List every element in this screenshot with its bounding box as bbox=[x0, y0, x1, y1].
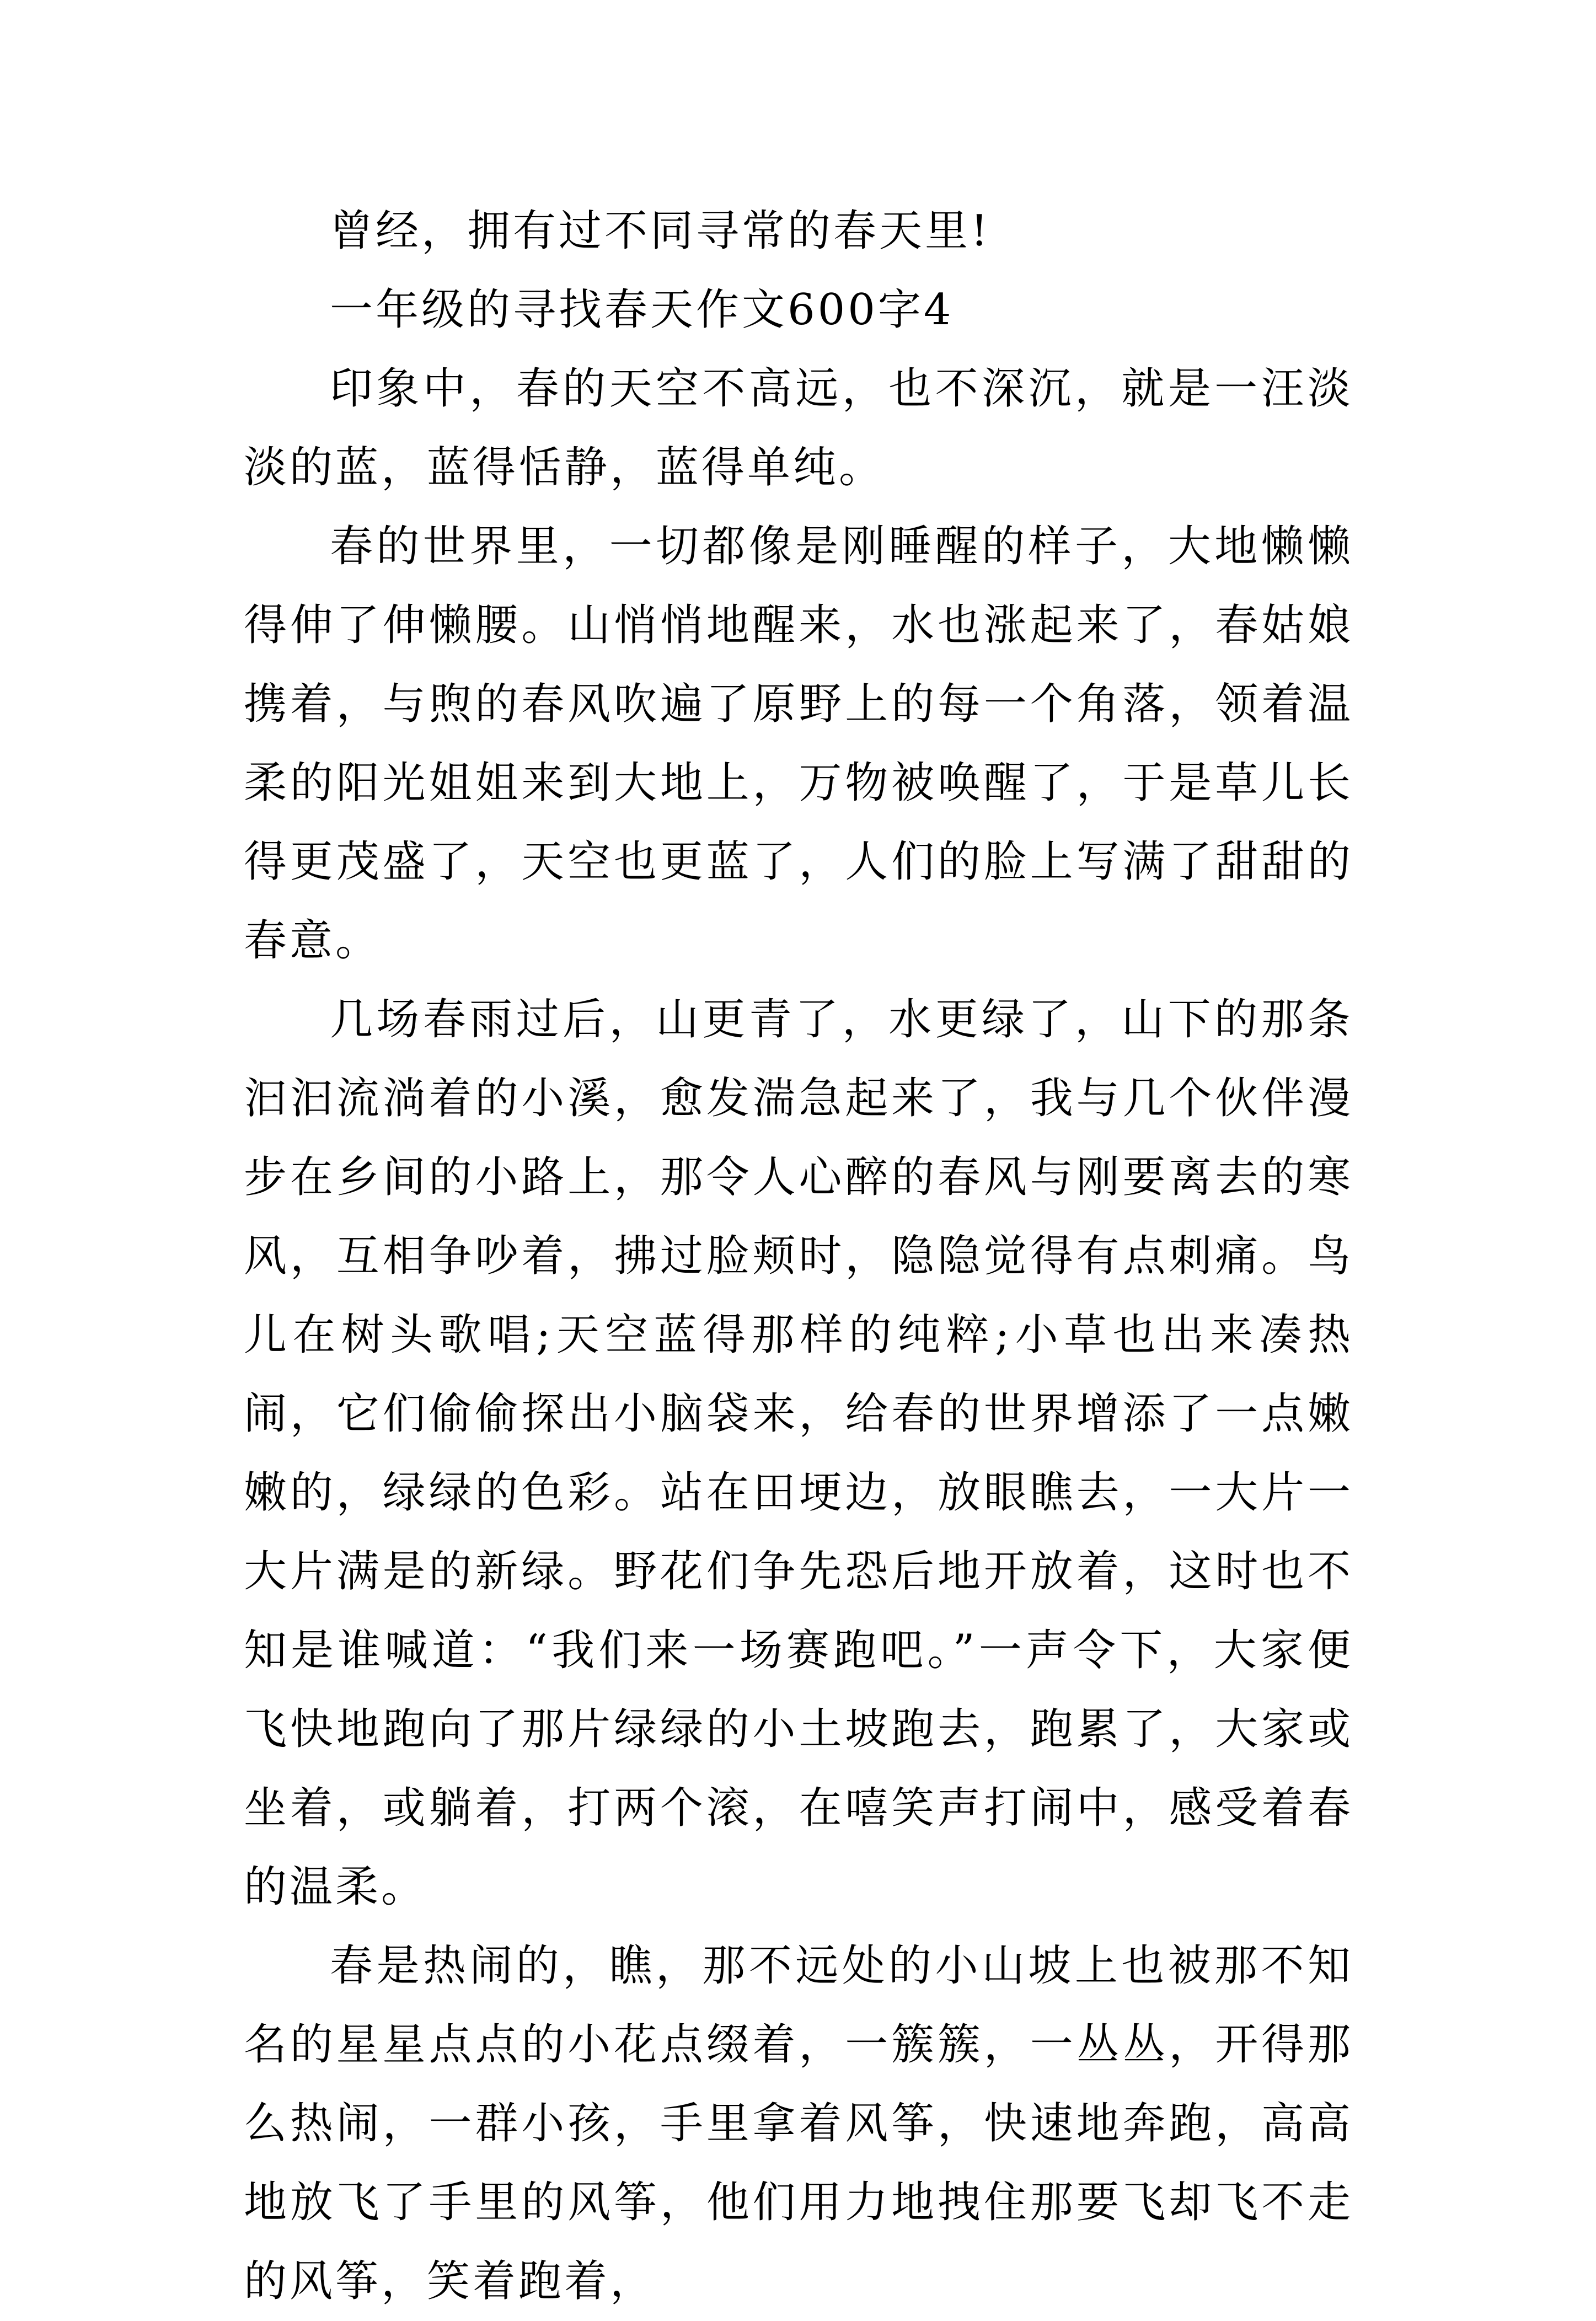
paragraph-spring-rain: 几场春雨过后，山更青了，水更绿了，山下的那条汩汩流淌着的小溪，愈发湍急起来了，我与几个伙伴漫步在乡间的小路上，那令人心醉的春风与刚要离去的寒风，互相争吵着，拂过脸颊时，隐隐觉得有点刺痛。鸟儿在树头歌唱;天空蓝得那样的纯粹;小草也出来凑热闹，它们偷偷探出小脑袋来，给春的世界增添了一点嫩嫩的，绿绿的色彩。站在田埂边，放眼瞧去，一大片一大片满是的新绿。野花们争先恐后地开放着，这时也不知是谁喊道：“我们来一场赛跑吧。”一声令下，大家便飞快地跑向了那片绿绿的小土坡跑去，跑累了，大家或坐着，或躺着，打两个滚，在嘻笑声打闹中，感受着春的温柔。 bbox=[244, 995, 1353, 1912]
paragraph-lively-spring: 春是热闹的，瞧，那不远处的小山坡上也被那不知名的星星点点的小花点缀着，一簇簇，一丛丛，开得那么热闹，一群小孩，手里拿着风筝，快速地奔跑，高高地放飞了手里的风筝，他们用力地拽住那要飞却飞不走的风筝，笑着跑着， bbox=[244, 1941, 1353, 2306]
paragraph-closing-line: 曾经，拥有过不同寻常的春天里! bbox=[330, 206, 991, 256]
essay-heading: 一年级的寻找春天作文600字4 bbox=[330, 285, 954, 335]
document-body bbox=[244, 192, 1353, 2321]
paragraph-sky: 印象中，春的天空不高远，也不深沉，就是一汪淡淡的蓝，蓝得恬静，蓝得单纯。 bbox=[244, 364, 1353, 492]
paragraph-spring-world: 春的世界里，一切都像是刚睡醒的样子，大地懒懒得伸了伸懒腰。山悄悄地醒来，水也涨起来了，春姑娘携着，与煦的春风吹遍了原野上的每一个角落，领着温柔的阳光姐姐来到大地上，万物被唤醒了，于是草儿长得更茂盛了，天空也更蓝了，人们的脸上写满了甜甜的春意。 bbox=[244, 522, 1353, 966]
